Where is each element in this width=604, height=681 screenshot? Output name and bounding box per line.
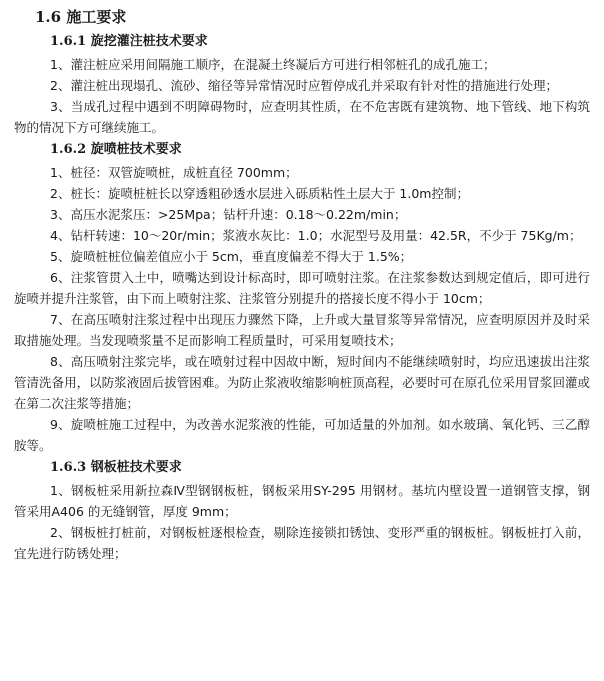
paragraph: 1、桩径：双管旋喷桩，成桩直径 700mm； xyxy=(50,165,298,180)
paragraph: 8、高压喷射注浆完毕，或在喷射过程中因故中断，短时间内不能继续喷射时，均应迅速拔出注浆管清洗备用，以防浆液固后拔管困难。为防止浆液收缩影响桩顶高程，必要时可在原孔位采用冒浆回灌或在第二次注浆等措施； xyxy=(14,354,590,411)
section-title: 1.6 施工要求 xyxy=(35,8,127,26)
subsection-title: 1.6.1 旋挖灌注桩技术要求 xyxy=(50,34,208,49)
paragraph: 4、钻杆转速：10～20r/min；浆液水灰比：1.0；水泥型号及用量：42.5R，不少于 75Kg/m； xyxy=(50,228,582,243)
paragraph: 6、注浆管贯入土中，喷嘴达到设计标高时，即可喷射注浆。在注浆参数达到规定值后，即可进行旋喷并提升注浆管，由下而上喷射注浆、注浆管分别提升的搭接长度不得小于 10cm； xyxy=(14,270,590,306)
paragraph: 9、旋喷桩施工过程中，为改善水泥浆液的性能，可加适量的外加剂。如水玻璃、氧化钙、三乙醇胺等。 xyxy=(14,417,590,453)
paragraph: 3、高压水泥浆压：>25Mpa；钻杆升速：0.18～0.22m/min； xyxy=(50,207,407,222)
paragraph: 2、桩长：旋喷桩桩长以穿透粗砂透水层进入砾质粘性土层大于 1.0m控制； xyxy=(50,186,469,201)
paragraph: 1、钢板桩采用新拉森Ⅳ型钢钢板桩，钢板采用SY-295 用钢材。基坑内壁设置一道钢管支撑，钢管采用A406 的无缝钢管，厚度 9mm； xyxy=(14,483,590,519)
paragraph: 2、灌注桩出现塌孔、流砂、缩径等异常情况时应暂停成孔并采取有针对性的措施进行处理； xyxy=(50,78,558,93)
paragraph: 1、灌注桩应采用间隔施工顺序，在混凝土终凝后方可进行相邻桩孔的成孔施工； xyxy=(50,57,496,72)
paragraph: 7、在高压喷射注浆过程中出现压力骤然下降，上升或大量冒浆等异常情况，应查明原因并及时采取措施处理。当发现喷浆量不足而影响工程质量时，可采用复喷技术； xyxy=(14,312,590,348)
subsection-title: 1.6.2 旋喷桩技术要求 xyxy=(50,142,182,157)
paragraph: 5、旋喷桩桩位偏差值应小于 5cm，垂直度偏差不得大于 1.5%； xyxy=(50,249,413,264)
paragraph: 2、钢板桩打桩前，对钢板桩逐根检查，剔除连接锁扣锈蚀、变形严重的钢板桩。钢板桩打入前，宜先进行防锈处理； xyxy=(14,525,590,561)
subsection-title: 1.6.3 钢板桩技术要求 xyxy=(50,460,182,475)
paragraph: 3、当成孔过程中遇到不明障碍物时，应查明其性质，在不危害既有建筑物、地下管线、地下构筑物的情况下方可继续施工。 xyxy=(14,99,590,135)
